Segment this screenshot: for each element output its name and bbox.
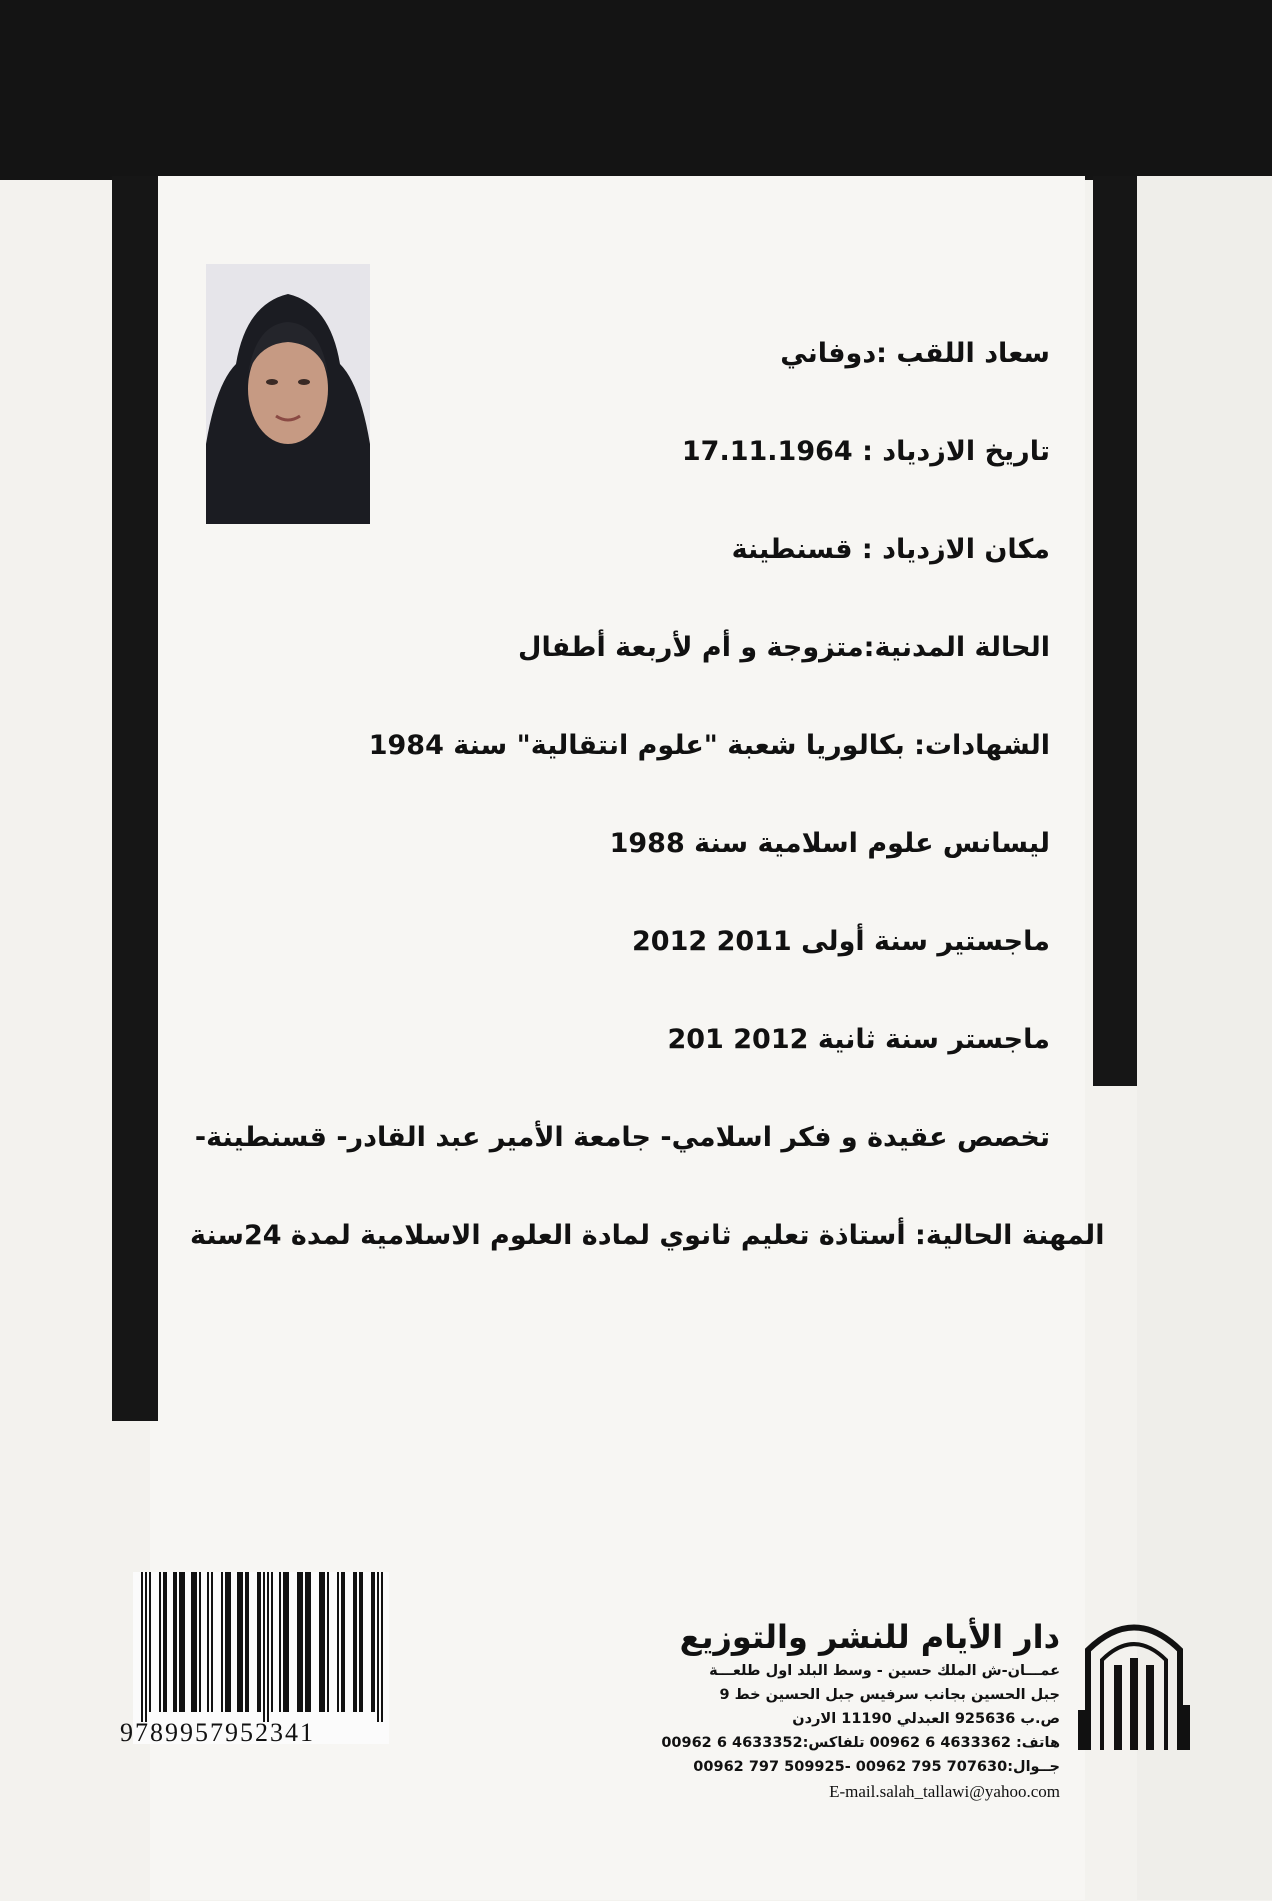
barcode-bar	[149, 1572, 151, 1712]
bio-specialty: تخصص عقيدة و فكر اسلامي- جامعة الأمير عبد القادر- قسنطينة-	[194, 1122, 1050, 1153]
barcode-bar	[337, 1572, 339, 1712]
barcode-bar	[141, 1572, 143, 1722]
barcode-bar	[283, 1572, 289, 1712]
bio-profession: المهنة الحالية: أستاذة تعليم ثانوي لمادة العلوم الاسلامية لمدة 24سنة	[190, 1220, 1105, 1251]
barcode-bar	[377, 1572, 379, 1722]
bio-master-year-2: ماجستر سنة ثانية 2012 201	[667, 1024, 1050, 1055]
barcode-bar	[267, 1572, 269, 1722]
barcode-bar	[257, 1572, 261, 1712]
publisher-name: دار الأيام للنشر والتوزيع	[679, 1618, 1060, 1656]
barcode-bar	[191, 1572, 197, 1712]
bio-name: سعاد اللقب :دوفاني	[780, 338, 1050, 369]
publisher-email: E-mail.salah_tallawi@yahoo.com	[829, 1782, 1060, 1801]
bio-birth-date: تاريخ الازدياد : 17.11.1964	[681, 436, 1050, 467]
barcode-bar	[263, 1572, 265, 1722]
bio-degrees: الشهادات: بكالوريا شعبة "علوم انتقالية" سنة 1984	[368, 730, 1050, 761]
barcode-bar	[245, 1572, 249, 1712]
top-black-band	[0, 0, 1272, 180]
barcode-bar	[353, 1572, 357, 1712]
publisher-address-1: عمـــان-ش الملك حسين - وسط البلد اول طلعـــة	[709, 1663, 1060, 1679]
publisher-address-2: جبل الحسين بجانب سرفيس جبل الحسين خط 9	[719, 1687, 1060, 1703]
isbn-number: 9789957952341	[120, 1718, 315, 1747]
bio-marital-status: الحالة المدنية:متزوجة و أم لأربعة أطفال	[518, 632, 1050, 663]
barcode-bar	[173, 1572, 177, 1712]
barcode-bar	[145, 1572, 147, 1722]
left-black-bar	[112, 176, 158, 1421]
right-black-bar	[1093, 176, 1137, 1086]
publisher-po-box: ص.ب 925636 العبدلي 11190 الاردن	[792, 1711, 1060, 1727]
barcode-bar	[211, 1572, 213, 1712]
barcode-bar	[237, 1572, 243, 1712]
barcode-bar	[327, 1572, 329, 1712]
barcode-bar	[221, 1572, 223, 1712]
barcode-bar	[159, 1572, 161, 1712]
bio-birth-place: مكان الازدياد : قسنطينة	[731, 534, 1050, 565]
publisher-mobile: جــوال:707630 795 00962 -509925 797 00962	[693, 1759, 1060, 1775]
publisher-phone: هاتف: 4633362 6 00962 تلفاكس:4633352 6 00962	[661, 1735, 1060, 1751]
barcode-bar	[271, 1572, 273, 1712]
barcode-bar	[297, 1572, 303, 1712]
bio-license: ليسانس علوم اسلامية سنة 1988	[609, 828, 1050, 859]
barcode-bar	[199, 1572, 201, 1712]
publisher-logo	[1074, 1610, 1194, 1760]
barcode-bar	[279, 1572, 281, 1712]
barcode-bar	[305, 1572, 311, 1712]
barcode-bar	[225, 1572, 231, 1712]
bio-master-year-1: ماجستير سنة أولى 2011 2012	[632, 926, 1050, 957]
barcode-bar	[163, 1572, 167, 1712]
barcode-bar	[179, 1572, 185, 1712]
barcode-bar	[207, 1572, 209, 1712]
barcode-bar	[371, 1572, 375, 1712]
barcode-bar	[359, 1572, 363, 1712]
publisher-info	[500, 1615, 1060, 1805]
author-biography	[190, 330, 1105, 1310]
barcode-bar	[381, 1572, 383, 1722]
barcode-bar	[341, 1572, 345, 1712]
barcode-bar	[319, 1572, 325, 1712]
